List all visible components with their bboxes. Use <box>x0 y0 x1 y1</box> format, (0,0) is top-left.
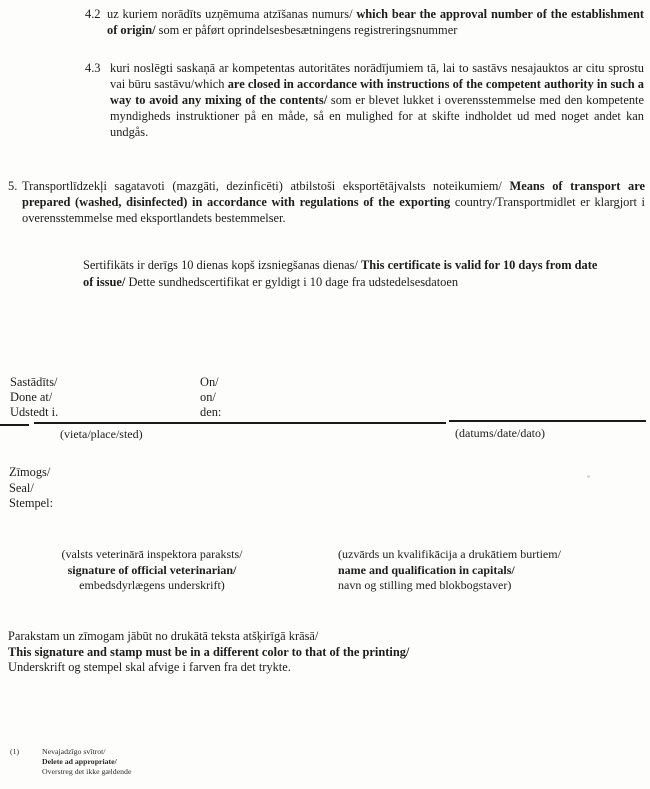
section-4-3-english: are closed in accordance with instructions of the competent authority in such a way to avoid any mixing of the contents/ <box>110 77 645 107</box>
place-label-danish: Udstedt i. <box>10 405 59 419</box>
section-5-latvian: Transportlīdzekļi sagatavoti (mazgāti, dezinficēti) atbilstoši eksportētājvalsts noteikumiem/ <box>22 179 510 193</box>
date-label-danish: den: <box>200 405 222 419</box>
section-5-english: Means of transport are prepared (washed, disinfected) in accordance with regulations of the exporting <box>22 179 646 209</box>
signature-caption-left <box>38 547 266 594</box>
place-fill-line <box>34 422 446 424</box>
validity-paragraph <box>83 257 598 291</box>
footnote-text <box>42 747 131 777</box>
section-5-danish: country/Transportmidlet er klargjort i overensstemmelse med eksportlandets bestemmelser. <box>22 195 645 225</box>
section-4-2-text <box>107 6 644 38</box>
section-4-3 <box>85 60 644 140</box>
validity-danish: Dette sundhedscertifikat er gyldigt i 10 dage fra udstedelsesdatoen <box>125 275 459 289</box>
color-notice <box>8 629 618 676</box>
signature-caption-right <box>338 547 561 594</box>
section-4-2-number: 4.2 <box>85 7 101 21</box>
place-caption: (vieta/place/sted) <box>60 427 143 441</box>
seal-label-english: Seal/ <box>9 480 34 495</box>
footnote-english: Delete ad appropriate/ <box>42 757 117 766</box>
footnote-latvian: Nevajadzīgo svītrot/ <box>42 747 106 756</box>
date-fill-line <box>449 420 646 422</box>
left-stub-line <box>0 424 29 426</box>
section-4-3-text <box>110 60 644 140</box>
signature-left-latvian: (valsts veterinārā inspektora paraksts/ <box>61 547 243 561</box>
signature-left-english: signature of official veterinarian/ <box>67 562 237 577</box>
section-4-2-danish: som er påført oprindelsesbesætningens registreringsnummer <box>155 23 458 37</box>
signature-right-danish: navn og stilling med blokbogstaver) <box>338 578 512 592</box>
section-4-2-latvian: uz kuriem norādīts uzņēmuma atzīšanas numurs/ <box>107 7 357 21</box>
place-label-latvian: Sastādīts/ <box>10 375 58 389</box>
place-label-english: Done at/ <box>10 390 53 404</box>
footnote-marker: (1) <box>10 747 20 756</box>
signature-left-danish: embedsdyrlægens underskrift) <box>79 578 225 592</box>
validity-latvian: Sertifikāts ir derīgs 10 dienas kopš izsniegšanas dienas/ <box>83 258 362 272</box>
date-label-english: on/ <box>200 390 216 404</box>
section-4-3-latvian: kuri noslēgti saskaņā ar kompetentas autoritātes norādījumiem tā, lai to sastāvs nesajauktos ar citu sprostu vai būru sastāvu/which <box>110 61 644 91</box>
notice-english: This signature and stamp must be in a different color to that of the printing/ <box>8 644 410 659</box>
section-4-2 <box>85 6 644 38</box>
section-4-3-danish: som er blevet lukket i overensstemmelse med den kompetente myndigheds instruktioner på en måde, så en mulighed for at skifte indholdet ud med noget andet kan undgås. <box>110 93 644 139</box>
date-label-latvian: On/ <box>200 375 219 389</box>
section-4-3-number: 4.3 <box>85 61 101 75</box>
scan-speck <box>587 475 590 478</box>
seal-label-danish: Stempel: <box>9 496 54 510</box>
signature-right-english: name and qualification in capitals/ <box>338 562 515 577</box>
footnote-danish: Overstreg det ikke gældende <box>42 767 132 776</box>
section-5-text <box>22 178 645 226</box>
section-5 <box>8 178 645 226</box>
date-caption: (datums/date/dato) <box>455 426 545 440</box>
section-4-2-english: which bear the approval number of the establishment of origin/ <box>107 7 644 37</box>
notice-danish: Underskrift og stempel skal afvige i farven fra det trykte. <box>8 660 291 674</box>
date-label-column <box>200 375 221 420</box>
seal-label-latvian: Zīmogs/ <box>9 465 51 479</box>
section-5-number: 5. <box>8 179 18 193</box>
validity-english: This certificate is valid for 10 days from date of issue/ <box>83 258 598 289</box>
seal-label-column <box>9 465 53 512</box>
notice-latvian: Parakstam un zīmogam jābūt no drukātā teksta atšķirīgā krāsā/ <box>8 629 319 643</box>
signature-right-latvian: (uzvārds un kvalifikācija a drukātiem burtiem/ <box>338 547 561 561</box>
place-label-column <box>10 375 58 420</box>
